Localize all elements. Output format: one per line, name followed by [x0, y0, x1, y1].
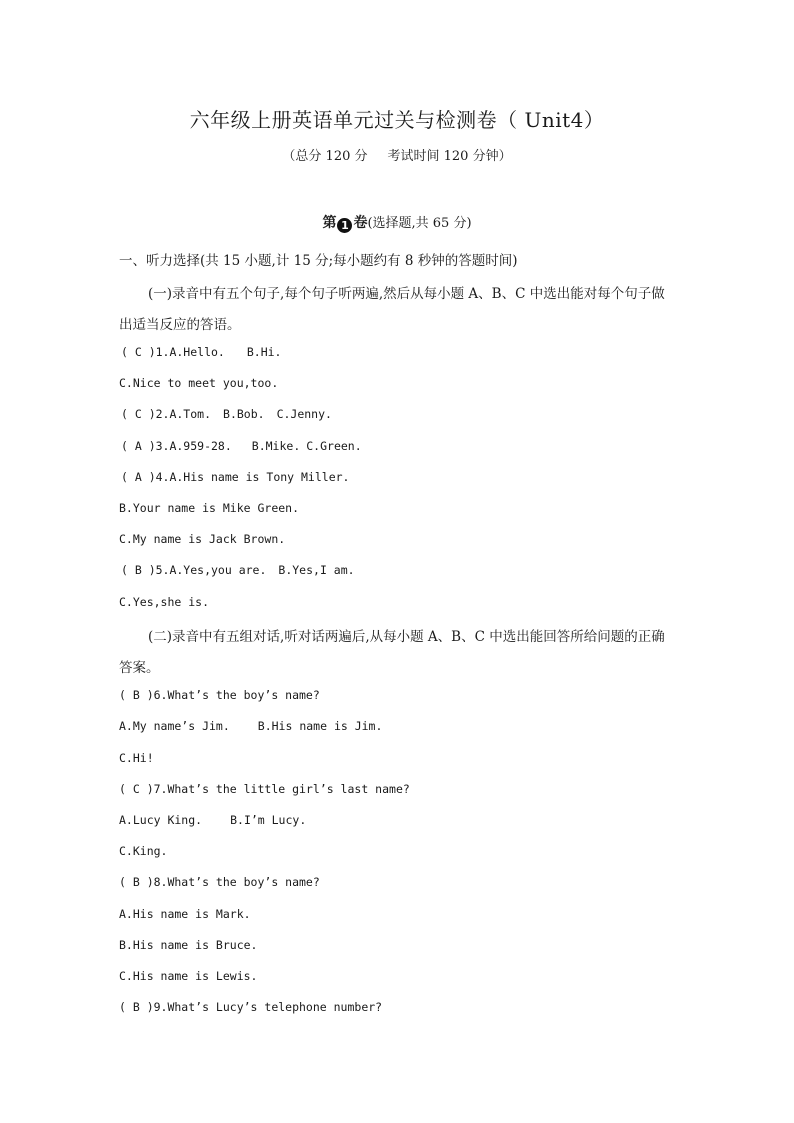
q3-answer-a: ( A )3.A.959-28.	[121, 439, 232, 453]
q3-option-c: C.Green.	[306, 439, 362, 453]
q4-option-b: B.Your name is Mike Green.	[119, 501, 300, 515]
q4-answer-a: ( A )4.A.His name is Tony Miller.	[121, 470, 350, 484]
total-score: （总分 120 分	[282, 149, 368, 164]
question-1	[121, 345, 281, 359]
section-heading: 一、听力选择(共 15 小题,计 15 分;每小题约有 8 秒钟的答题时间)	[119, 253, 518, 269]
q6-option-b: B.His name is Jim.	[257, 719, 383, 733]
q8-option-b: B.His name is Bruce.	[119, 938, 258, 952]
q2-option-b: B.Bob.	[223, 407, 265, 421]
volume-suffix: 卷	[353, 215, 368, 231]
exam-info	[0, 145, 794, 164]
q5-option-c: C.Yes,she is.	[119, 595, 210, 609]
q9-question: ( B )9.What’s Lucy’s telephone number?	[119, 1000, 383, 1014]
part1-instruction-line2: 出适当反应的答语。	[119, 317, 241, 333]
q8-question: ( B )8.What’s the boy’s name?	[119, 875, 320, 889]
q7-option-a: A.Lucy King.	[119, 813, 203, 827]
question-3	[121, 439, 362, 453]
volume-prefix: 第	[322, 215, 337, 231]
q3-option-b: B.Mike.	[251, 439, 301, 453]
q7-option-b: B.I’m Lucy.	[230, 813, 307, 827]
q8-option-c: C.His name is Lewis.	[119, 969, 258, 983]
page-title: 六年级上册英语单元过关与检测卷（ Unit4）	[189, 108, 605, 132]
q2-option-c: C.Jenny.	[276, 407, 332, 421]
q6-option-c: C.Hi!	[119, 751, 154, 765]
q1-option-b: B.Hi.	[246, 345, 282, 359]
q6-option-a: A.My name’s Jim.	[119, 719, 230, 733]
q7-question: ( C )7.What’s the little girl’s last name?	[119, 782, 410, 796]
volume-number-badge: 1	[337, 218, 352, 233]
q7-options	[119, 813, 306, 827]
volume-desc: (选择题,共 65 分)	[367, 216, 472, 231]
q8-option-a: A.His name is Mark.	[119, 907, 251, 921]
q5-option-b: B.Yes,I am.	[278, 563, 355, 577]
part2-instruction-line1: (二)录音中有五组对话,听对话两遍后,从每小题 A、B、C 中选出能回答所给问题的正确	[148, 629, 665, 645]
q4-option-c: C.My name is Jack Brown.	[119, 532, 286, 546]
q5-answer-a: ( B )5.A.Yes,you are.	[121, 563, 267, 577]
q2-answer-a: ( C )2.A.Tom.	[121, 407, 212, 421]
part1-instruction-line1: (一)录音中有五个句子,每个句子听两遍,然后从每小题 A、B、C 中选出能对每个句子做	[148, 286, 665, 302]
q6-options	[119, 719, 382, 733]
volume-heading	[0, 212, 794, 233]
q7-option-c: C.King.	[119, 844, 168, 858]
q1-option-c: C.Nice to meet you,too.	[119, 376, 279, 390]
exam-time: 考试时间 120 分钟）	[387, 149, 512, 164]
question-2	[121, 407, 332, 421]
q1-answer-a: ( C )1.A.Hello.	[121, 345, 225, 359]
q6-question: ( B )6.What’s the boy’s name?	[119, 688, 320, 702]
part2-instruction-line2: 答案。	[119, 660, 160, 676]
question-5	[121, 563, 355, 577]
